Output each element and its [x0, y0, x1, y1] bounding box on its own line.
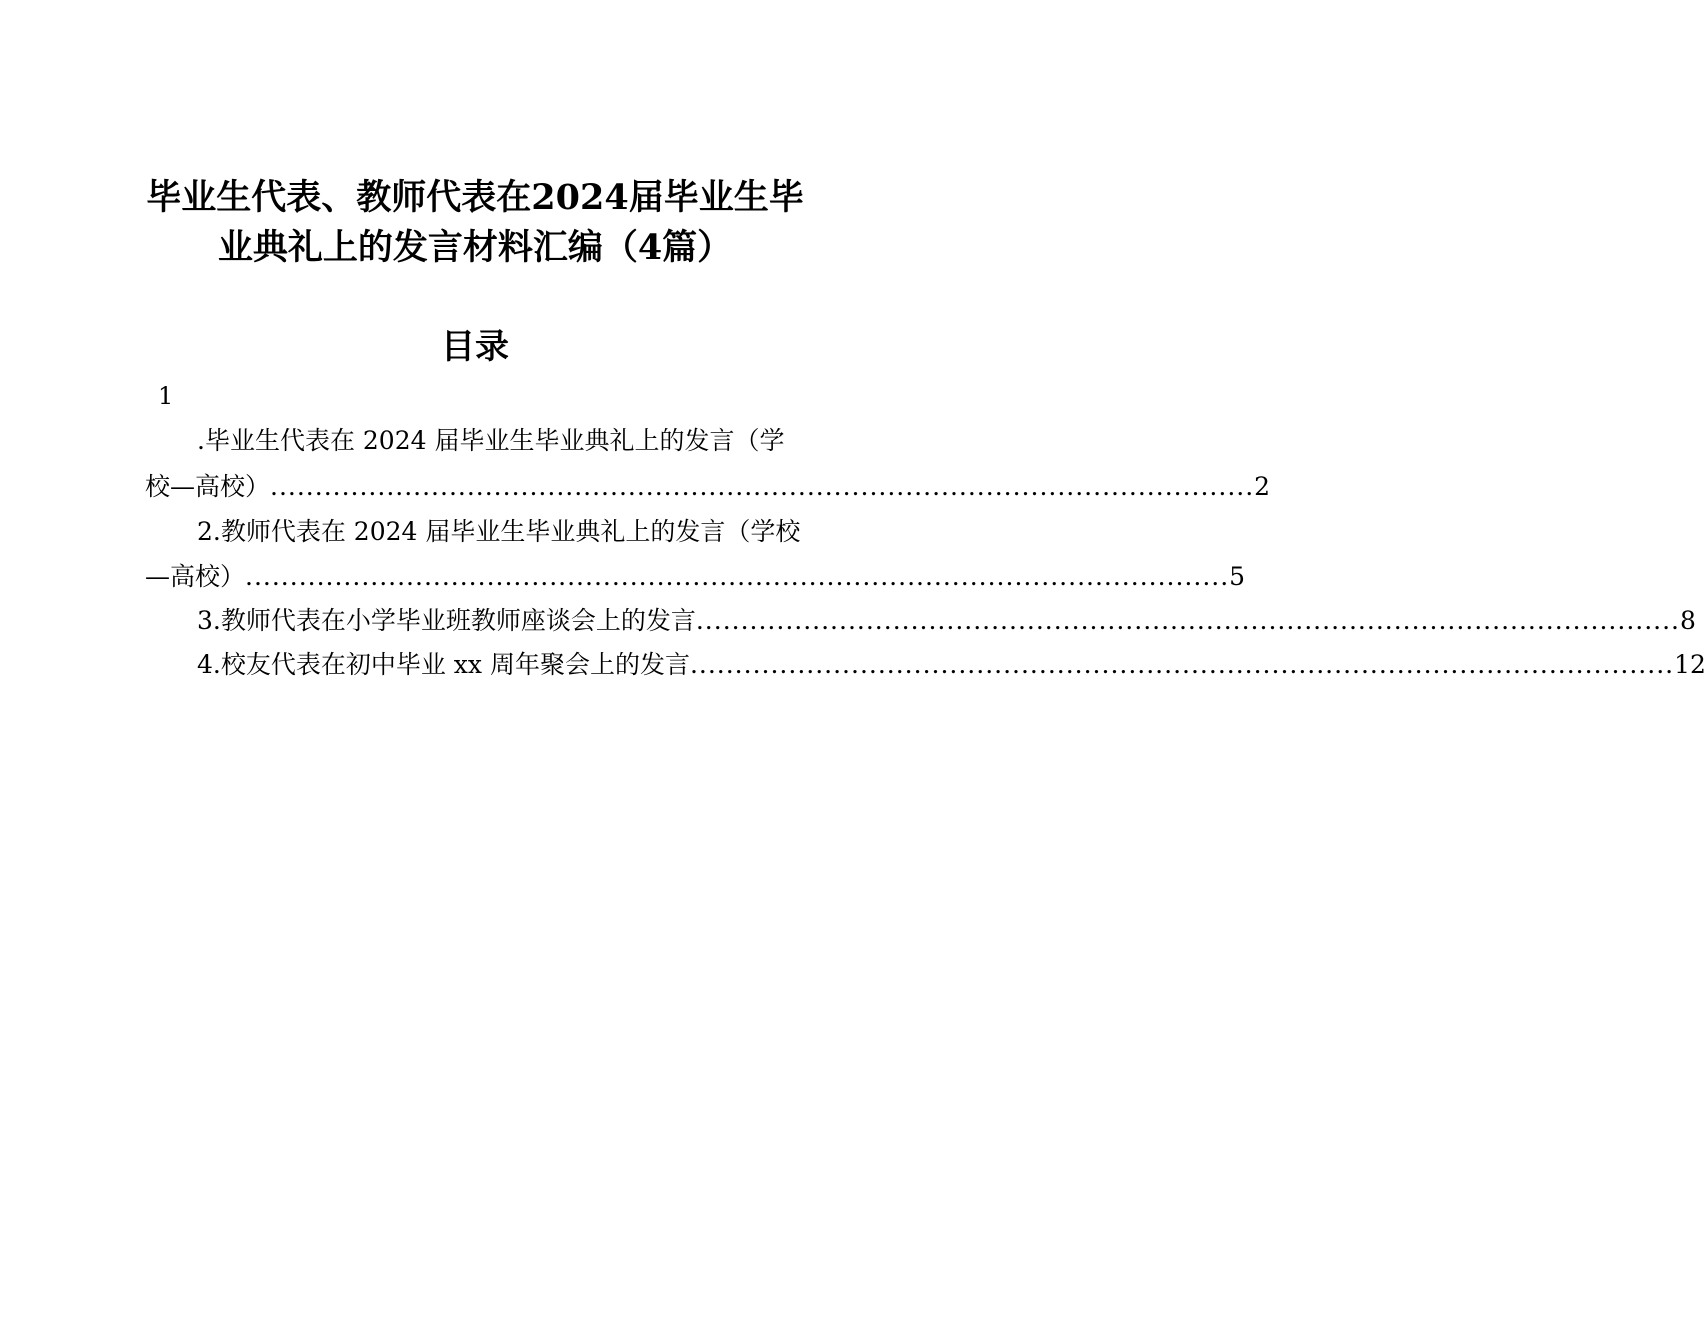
toc-entry-3-page: 8	[1680, 606, 1696, 635]
document-title-line-1: 毕业生代表、教师代表在2024届毕业生毕	[146, 177, 804, 218]
toc-entry-4-page: 12	[1674, 650, 1706, 679]
toc-leader-dots: ..............................................................................................................	[245, 562, 1230, 591]
toc-leader-dots: ..............................................................................................................	[270, 472, 1255, 501]
toc-entry-4[interactable]	[145, 643, 1706, 687]
toc-entry-1-line-2[interactable]	[145, 465, 1271, 509]
toc-entry-2-text: —高校）	[145, 562, 246, 591]
toc-entry-4-text: 4.校友代表在初中毕业 xx 周年聚会上的发言	[197, 650, 690, 679]
toc-entry-1-line-1[interactable]: .毕业生代表在 2024 届毕业生毕业典礼上的发言（学	[197, 426, 785, 455]
toc-leader-dots: ..............................................................................................................	[689, 650, 1675, 679]
toc-entry-3[interactable]	[145, 599, 1696, 643]
toc-entry-2-line-2[interactable]	[145, 555, 1246, 599]
toc-entry-2-line-1[interactable]: 2.教师代表在 2024 届毕业生毕业典礼上的发言（学校	[197, 517, 801, 546]
document-title-line-2: 业典礼上的发言材料汇编（4篇）	[217, 227, 733, 268]
toc-stray-number: 1	[158, 382, 174, 410]
toc-heading: 目录	[441, 327, 509, 367]
toc-entry-2-page: 5	[1229, 562, 1246, 591]
toc-leader-dots: ..............................................................................................................	[695, 606, 1681, 635]
toc-entry-3-text: 3.教师代表在小学毕业班教师座谈会上的发言	[197, 606, 696, 635]
toc-entry-1-page: 2	[1254, 472, 1271, 501]
toc-entry-1-text: 校—高校）	[145, 472, 271, 501]
